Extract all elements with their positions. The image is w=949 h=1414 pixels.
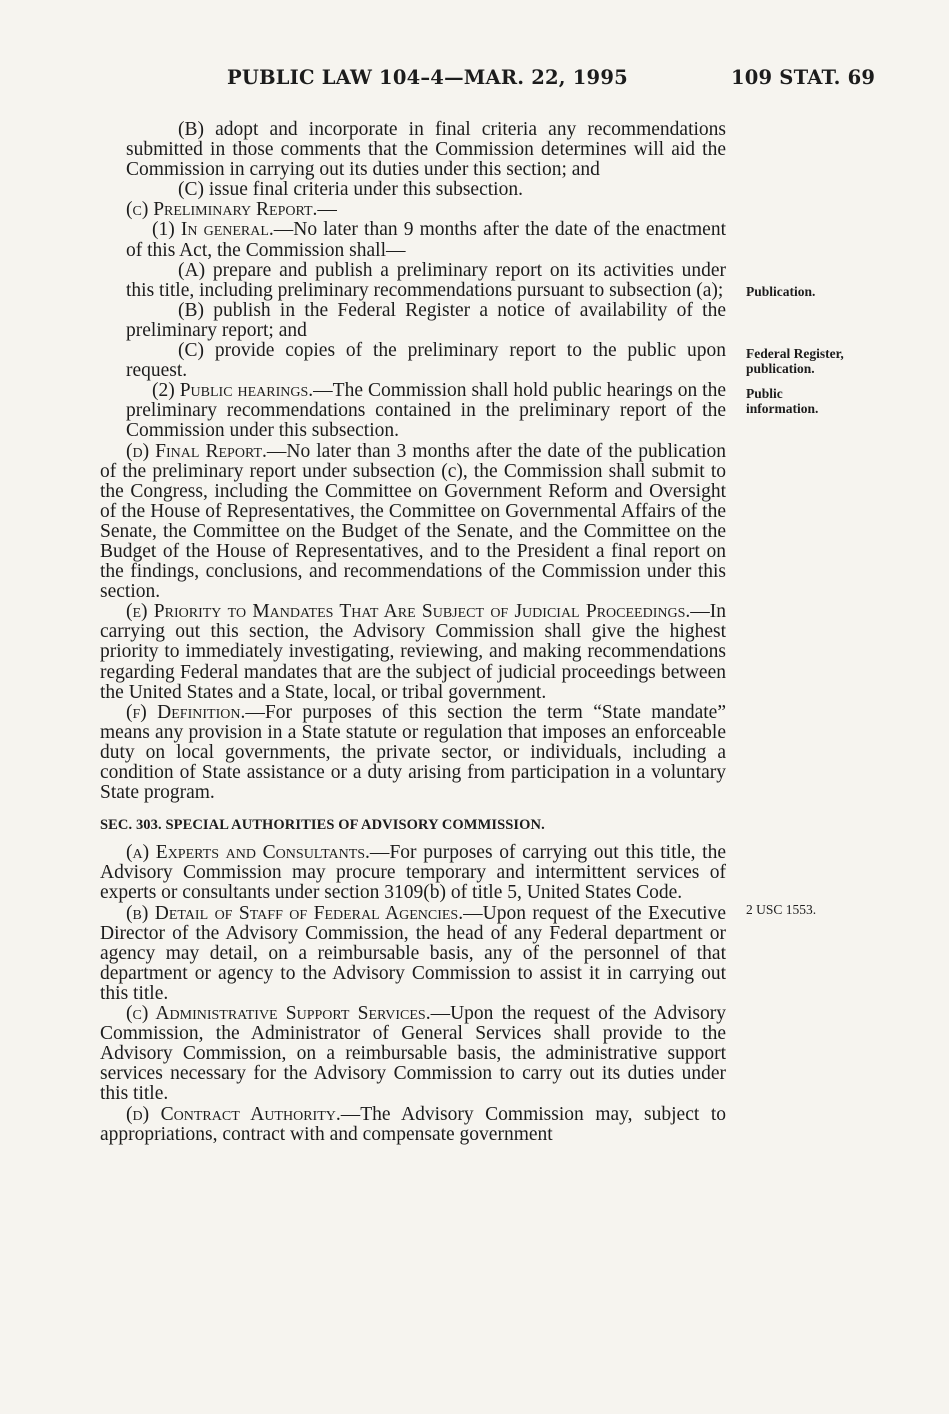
- paragraph: [100, 120, 726, 180]
- paragraph: [100, 180, 726, 200]
- paragraph-text: No later than 3 months after the date of the publication of the preliminary report under subsection (c), the Commission shall submit to the Congress, including the Committee on Government Reform and Oversight of the House of Representatives, the Committee on Governmental Affairs of the Senate, the Committee on the Budget of the Senate, and the Committee on the Budget of the House of Representatives, and to the President a final report on the findings, conclusions, and recommendations of the Commission under this section.: [100, 440, 726, 603]
- paragraph-text: (C) provide copies of the preliminary report to the public upon request.: [126, 340, 726, 382]
- paragraph-text: For purposes of this section the term “State mandate” means any provision in a State statute or regulation that imposes an enforceable duty on local governments, the private sector, or individuals, including a condition of State assistance or a duty arising from participation in a voluntary State program.: [100, 701, 726, 804]
- paragraph-heading: (a) Experts and Consultants.—: [126, 842, 390, 864]
- margin-note-usc-citation: 2 USC 1553.: [746, 902, 817, 917]
- paragraph: [100, 220, 726, 260]
- paragraph-text: The Commission shall hold public hearings on the preliminary recommendations contained in the preliminary report of the Commission under this subsection.: [126, 380, 726, 442]
- paragraph-heading: (b) Detail of Staff of Federal Agencies.—: [126, 902, 483, 924]
- paragraph-text: In carrying out this section, the Advisory Commission shall give the highest priority to immediately investigating, reviewing, and making recommendations regarding Federal mandates that are the subject of judicial proceedings between the United States and a State, local, or tribal government.: [100, 601, 726, 703]
- paragraph-text: The Advisory Commission may, subject to appropriations, contract with and compensate government: [100, 1103, 727, 1145]
- document-body: [100, 120, 726, 1145]
- paragraph-text: For purposes of carrying out this title, the Advisory Commission may procure temporary and intermittent services of experts or consultants under section 3109(b) of title 5, United States Code.: [100, 842, 726, 904]
- paragraph-text: Upon the request of the Advisory Commission, the Administrator of General Services shall provide to the Advisory Commission, on a reimbursable basis, the administrative support services necessary for the Advisory Commission to carry out its duties under this title.: [100, 1003, 727, 1105]
- paragraph: [100, 341, 726, 381]
- paragraph: [100, 301, 726, 341]
- paragraph: [100, 1004, 726, 1104]
- section-302-continued: [100, 120, 726, 803]
- paragraph-heading: (c) Preliminary Report.—: [126, 199, 337, 221]
- paragraph: [100, 904, 726, 1004]
- paragraph-text: (B) adopt and incorporate in final criteria any recommendations submitted in those comments that the Commission determines will aid the Commission in carrying out its duties under this section; and: [126, 119, 726, 181]
- paragraph: [100, 703, 726, 803]
- section-heading: SEC. 303. SPECIAL AUTHORITIES OF ADVISORY COMMISSION.: [100, 817, 545, 834]
- paragraph-text: (B) publish in the Federal Register a notice of availability of the preliminary report; and: [126, 299, 726, 341]
- paragraph-text: No later than 9 months after the date of the enactment of this Act, the Commission shall—: [126, 219, 726, 261]
- running-header-title: PUBLIC LAW 104–4—MAR. 22, 1995: [227, 66, 628, 89]
- margin-note-federal-register: Federal Register, publication.: [746, 346, 844, 376]
- paragraph-heading: (1) In general.—: [152, 219, 294, 241]
- paragraph-heading: (e) Priority to Mandates That Are Subject of Judicial Proceedings.—: [126, 601, 710, 623]
- margin-note-public-information: Public information.: [746, 386, 819, 416]
- paragraph-text: Upon request of the Executive Director of the Advisory Commission, the head of any Federal department or agency may detail, on a reimbursable basis, any of the personnel of that department or agency to the Advisory Commission to assist it in carrying out this title.: [100, 902, 726, 1004]
- paragraph-text: (C) issue final criteria under this subsection.: [178, 179, 523, 201]
- paragraph: [100, 261, 726, 301]
- paragraph-heading: (d) Contract Authority.—: [126, 1103, 361, 1125]
- paragraph-text: (A) prepare and publish a preliminary report on its activities under this title, including preliminary recommendations pursuant to subsection (a);: [126, 259, 726, 301]
- paragraph: [100, 442, 726, 603]
- paragraph: [100, 1105, 726, 1145]
- paragraph: [100, 602, 726, 702]
- paragraph-heading: (f) Definition.—: [126, 701, 265, 723]
- section-303: [100, 843, 726, 1144]
- paragraph: [100, 200, 726, 220]
- running-header-stat-page: 109 STAT. 69: [731, 66, 876, 89]
- paragraph: [100, 843, 726, 903]
- paragraph: [100, 381, 726, 441]
- paragraph-heading: (d) Final Report.—: [126, 440, 287, 462]
- paragraph-heading: (2) Public hearings.—: [152, 380, 333, 402]
- margin-note-publication: Publication.: [746, 284, 816, 299]
- paragraph-heading: (c) Administrative Support Services.—: [126, 1003, 451, 1025]
